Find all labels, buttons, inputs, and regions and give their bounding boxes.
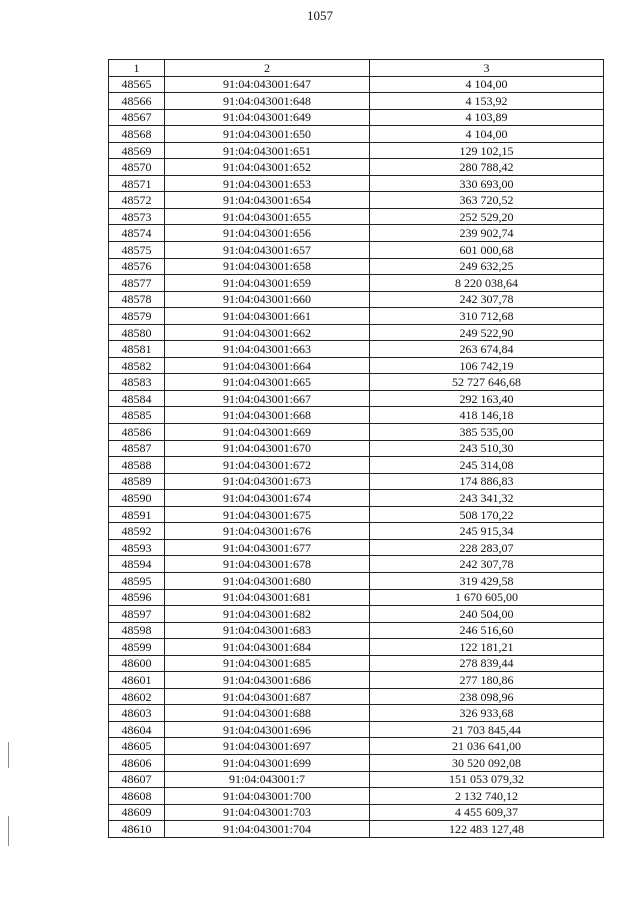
table-header-row bbox=[109, 60, 604, 77]
table-row bbox=[109, 754, 604, 771]
table-row bbox=[109, 308, 604, 325]
row-number-cell: 48599 bbox=[109, 639, 165, 656]
row-number-cell: 48606 bbox=[109, 754, 165, 771]
row-number-cell: 48604 bbox=[109, 721, 165, 738]
value-cell: 106 742,19 bbox=[370, 357, 604, 374]
value-cell: 242 307,78 bbox=[370, 291, 604, 308]
value-cell: 240 504,00 bbox=[370, 606, 604, 623]
value-cell: 252 529,20 bbox=[370, 208, 604, 225]
row-number-cell: 48574 bbox=[109, 225, 165, 242]
row-number-cell: 48609 bbox=[109, 804, 165, 821]
table-row bbox=[109, 192, 604, 209]
table-row bbox=[109, 539, 604, 556]
value-cell: 239 902,74 bbox=[370, 225, 604, 242]
table-row bbox=[109, 821, 604, 838]
value-cell: 21 036 641,00 bbox=[370, 738, 604, 755]
cadastral-number-cell: 91:04:043001:675 bbox=[165, 506, 370, 523]
value-cell: 4 104,00 bbox=[370, 76, 604, 93]
table-row bbox=[109, 473, 604, 490]
row-number-cell: 48576 bbox=[109, 258, 165, 275]
table-row bbox=[109, 506, 604, 523]
table-row bbox=[109, 258, 604, 275]
row-number-cell: 48587 bbox=[109, 440, 165, 457]
row-number-cell: 48602 bbox=[109, 688, 165, 705]
value-cell: 277 180,86 bbox=[370, 672, 604, 689]
cadastral-number-cell: 91:04:043001:686 bbox=[165, 672, 370, 689]
cadastral-number-cell: 91:04:043001:678 bbox=[165, 556, 370, 573]
row-number-cell: 48579 bbox=[109, 308, 165, 325]
value-cell: 8 220 038,64 bbox=[370, 275, 604, 292]
table-row bbox=[109, 738, 604, 755]
cadastral-number-cell: 91:04:043001:673 bbox=[165, 473, 370, 490]
table-row bbox=[109, 572, 604, 589]
row-number-cell: 48588 bbox=[109, 457, 165, 474]
row-number-cell: 48572 bbox=[109, 192, 165, 209]
value-cell: 263 674,84 bbox=[370, 341, 604, 358]
row-number-cell: 48578 bbox=[109, 291, 165, 308]
value-cell: 243 510,30 bbox=[370, 440, 604, 457]
cadastral-number-cell: 91:04:043001:676 bbox=[165, 523, 370, 540]
value-cell: 2 132 740,12 bbox=[370, 788, 604, 805]
cadastral-number-cell: 91:04:043001:688 bbox=[165, 705, 370, 722]
table-row bbox=[109, 341, 604, 358]
table-row bbox=[109, 490, 604, 507]
row-number-cell: 48592 bbox=[109, 523, 165, 540]
row-number-cell: 48575 bbox=[109, 242, 165, 259]
value-cell: 280 788,42 bbox=[370, 159, 604, 176]
value-cell: 238 098,96 bbox=[370, 688, 604, 705]
cadastral-number-cell: 91:04:043001:696 bbox=[165, 721, 370, 738]
table-row bbox=[109, 275, 604, 292]
value-cell: 249 522,90 bbox=[370, 324, 604, 341]
registry-table bbox=[108, 59, 604, 838]
row-number-cell: 48603 bbox=[109, 705, 165, 722]
value-cell: 330 693,00 bbox=[370, 175, 604, 192]
value-cell: 4 455 609,37 bbox=[370, 804, 604, 821]
table-body bbox=[109, 76, 604, 837]
value-cell: 601 000,68 bbox=[370, 242, 604, 259]
cadastral-number-cell: 91:04:043001:7 bbox=[165, 771, 370, 788]
value-cell: 4 104,00 bbox=[370, 126, 604, 143]
row-number-cell: 48594 bbox=[109, 556, 165, 573]
table-row bbox=[109, 225, 604, 242]
cadastral-number-cell: 91:04:043001:674 bbox=[165, 490, 370, 507]
cadastral-number-cell: 91:04:043001:672 bbox=[165, 457, 370, 474]
table-row bbox=[109, 705, 604, 722]
row-number-cell: 48586 bbox=[109, 424, 165, 441]
cadastral-number-cell: 91:04:043001:680 bbox=[165, 572, 370, 589]
row-number-cell: 48566 bbox=[109, 93, 165, 110]
row-number-cell: 48601 bbox=[109, 672, 165, 689]
table-row bbox=[109, 440, 604, 457]
row-number-cell: 48605 bbox=[109, 738, 165, 755]
row-number-cell: 48573 bbox=[109, 208, 165, 225]
value-cell: 4 153,92 bbox=[370, 93, 604, 110]
cadastral-number-cell: 91:04:043001:668 bbox=[165, 407, 370, 424]
value-cell: 1 670 605,00 bbox=[370, 589, 604, 606]
row-number-cell: 48584 bbox=[109, 390, 165, 407]
table-row bbox=[109, 622, 604, 639]
value-cell: 326 933,68 bbox=[370, 705, 604, 722]
cadastral-number-cell: 91:04:043001:661 bbox=[165, 308, 370, 325]
row-number-cell: 48571 bbox=[109, 175, 165, 192]
value-cell: 174 886,83 bbox=[370, 473, 604, 490]
value-cell: 385 535,00 bbox=[370, 424, 604, 441]
cadastral-number-cell: 91:04:043001:682 bbox=[165, 606, 370, 623]
table-row bbox=[109, 142, 604, 159]
cadastral-number-cell: 91:04:043001:648 bbox=[165, 93, 370, 110]
table-row bbox=[109, 589, 604, 606]
value-cell: 319 429,58 bbox=[370, 572, 604, 589]
value-cell: 122 483 127,48 bbox=[370, 821, 604, 838]
table-row bbox=[109, 109, 604, 126]
margin-mark-top bbox=[8, 742, 9, 768]
row-number-cell: 48598 bbox=[109, 622, 165, 639]
table-row bbox=[109, 324, 604, 341]
cadastral-number-cell: 91:04:043001:684 bbox=[165, 639, 370, 656]
cadastral-number-cell: 91:04:043001:663 bbox=[165, 341, 370, 358]
cadastral-number-cell: 91:04:043001:699 bbox=[165, 754, 370, 771]
cadastral-number-cell: 91:04:043001:650 bbox=[165, 126, 370, 143]
cadastral-number-cell: 91:04:043001:660 bbox=[165, 291, 370, 308]
value-cell: 418 146,18 bbox=[370, 407, 604, 424]
row-number-cell: 48582 bbox=[109, 357, 165, 374]
cadastral-number-cell: 91:04:043001:677 bbox=[165, 539, 370, 556]
cadastral-number-cell: 91:04:043001:697 bbox=[165, 738, 370, 755]
table-row bbox=[109, 159, 604, 176]
value-cell: 30 520 092,08 bbox=[370, 754, 604, 771]
cadastral-number-cell: 91:04:043001:657 bbox=[165, 242, 370, 259]
column-header-2: 2 bbox=[165, 60, 370, 77]
table-row bbox=[109, 721, 604, 738]
cadastral-number-cell: 91:04:043001:658 bbox=[165, 258, 370, 275]
table-row bbox=[109, 242, 604, 259]
value-cell: 363 720,52 bbox=[370, 192, 604, 209]
margin-mark-bottom bbox=[8, 816, 9, 846]
cadastral-number-cell: 91:04:043001:703 bbox=[165, 804, 370, 821]
value-cell: 151 053 079,32 bbox=[370, 771, 604, 788]
cadastral-number-cell: 91:04:043001:687 bbox=[165, 688, 370, 705]
cadastral-number-cell: 91:04:043001:656 bbox=[165, 225, 370, 242]
table-row bbox=[109, 424, 604, 441]
row-number-cell: 48570 bbox=[109, 159, 165, 176]
row-number-cell: 48595 bbox=[109, 572, 165, 589]
value-cell: 129 102,15 bbox=[370, 142, 604, 159]
table-row bbox=[109, 655, 604, 672]
row-number-cell: 48580 bbox=[109, 324, 165, 341]
row-number-cell: 48583 bbox=[109, 374, 165, 391]
table-row bbox=[109, 606, 604, 623]
cadastral-number-cell: 91:04:043001:669 bbox=[165, 424, 370, 441]
cadastral-number-cell: 91:04:043001:659 bbox=[165, 275, 370, 292]
row-number-cell: 48597 bbox=[109, 606, 165, 623]
table-row bbox=[109, 804, 604, 821]
page-number: 1057 bbox=[307, 8, 333, 23]
table-row bbox=[109, 390, 604, 407]
cadastral-number-cell: 91:04:043001:655 bbox=[165, 208, 370, 225]
cadastral-number-cell: 91:04:043001:647 bbox=[165, 76, 370, 93]
table-row bbox=[109, 523, 604, 540]
cadastral-number-cell: 91:04:043001:700 bbox=[165, 788, 370, 805]
value-cell: 4 103,89 bbox=[370, 109, 604, 126]
cadastral-number-cell: 91:04:043001:685 bbox=[165, 655, 370, 672]
table-row bbox=[109, 457, 604, 474]
value-cell: 228 283,07 bbox=[370, 539, 604, 556]
row-number-cell: 48596 bbox=[109, 589, 165, 606]
row-number-cell: 48567 bbox=[109, 109, 165, 126]
value-cell: 292 163,40 bbox=[370, 390, 604, 407]
table-row bbox=[109, 374, 604, 391]
cadastral-number-cell: 91:04:043001:667 bbox=[165, 390, 370, 407]
row-number-cell: 48608 bbox=[109, 788, 165, 805]
cadastral-number-cell: 91:04:043001:664 bbox=[165, 357, 370, 374]
value-cell: 122 181,21 bbox=[370, 639, 604, 656]
column-header-3: 3 bbox=[370, 60, 604, 77]
row-number-cell: 48589 bbox=[109, 473, 165, 490]
table-row bbox=[109, 672, 604, 689]
table-row bbox=[109, 407, 604, 424]
cadastral-number-cell: 91:04:043001:683 bbox=[165, 622, 370, 639]
table-row bbox=[109, 556, 604, 573]
cadastral-number-cell: 91:04:043001:670 bbox=[165, 440, 370, 457]
value-cell: 52 727 646,68 bbox=[370, 374, 604, 391]
value-cell: 310 712,68 bbox=[370, 308, 604, 325]
table-row bbox=[109, 771, 604, 788]
value-cell: 246 516,60 bbox=[370, 622, 604, 639]
row-number-cell: 48585 bbox=[109, 407, 165, 424]
row-number-cell: 48593 bbox=[109, 539, 165, 556]
value-cell: 243 341,32 bbox=[370, 490, 604, 507]
table-row bbox=[109, 688, 604, 705]
cadastral-number-cell: 91:04:043001:652 bbox=[165, 159, 370, 176]
value-cell: 508 170,22 bbox=[370, 506, 604, 523]
table-row bbox=[109, 76, 604, 93]
table-row bbox=[109, 126, 604, 143]
value-cell: 21 703 845,44 bbox=[370, 721, 604, 738]
column-header-1: 1 bbox=[109, 60, 165, 77]
table-row bbox=[109, 93, 604, 110]
table-row bbox=[109, 357, 604, 374]
table-row bbox=[109, 788, 604, 805]
cadastral-number-cell: 91:04:043001:649 bbox=[165, 109, 370, 126]
row-number-cell: 48581 bbox=[109, 341, 165, 358]
cadastral-number-cell: 91:04:043001:653 bbox=[165, 175, 370, 192]
table-row bbox=[109, 175, 604, 192]
value-cell: 242 307,78 bbox=[370, 556, 604, 573]
cadastral-number-cell: 91:04:043001:681 bbox=[165, 589, 370, 606]
value-cell: 278 839,44 bbox=[370, 655, 604, 672]
table-row bbox=[109, 208, 604, 225]
cadastral-number-cell: 91:04:043001:704 bbox=[165, 821, 370, 838]
row-number-cell: 48565 bbox=[109, 76, 165, 93]
cadastral-number-cell: 91:04:043001:654 bbox=[165, 192, 370, 209]
row-number-cell: 48577 bbox=[109, 275, 165, 292]
row-number-cell: 48569 bbox=[109, 142, 165, 159]
row-number-cell: 48590 bbox=[109, 490, 165, 507]
cadastral-number-cell: 91:04:043001:662 bbox=[165, 324, 370, 341]
value-cell: 245 314,08 bbox=[370, 457, 604, 474]
cadastral-number-cell: 91:04:043001:665 bbox=[165, 374, 370, 391]
row-number-cell: 48600 bbox=[109, 655, 165, 672]
value-cell: 249 632,25 bbox=[370, 258, 604, 275]
row-number-cell: 48610 bbox=[109, 821, 165, 838]
row-number-cell: 48591 bbox=[109, 506, 165, 523]
row-number-cell: 48607 bbox=[109, 771, 165, 788]
table-row bbox=[109, 291, 604, 308]
value-cell: 245 915,34 bbox=[370, 523, 604, 540]
row-number-cell: 48568 bbox=[109, 126, 165, 143]
cadastral-number-cell: 91:04:043001:651 bbox=[165, 142, 370, 159]
table-row bbox=[109, 639, 604, 656]
